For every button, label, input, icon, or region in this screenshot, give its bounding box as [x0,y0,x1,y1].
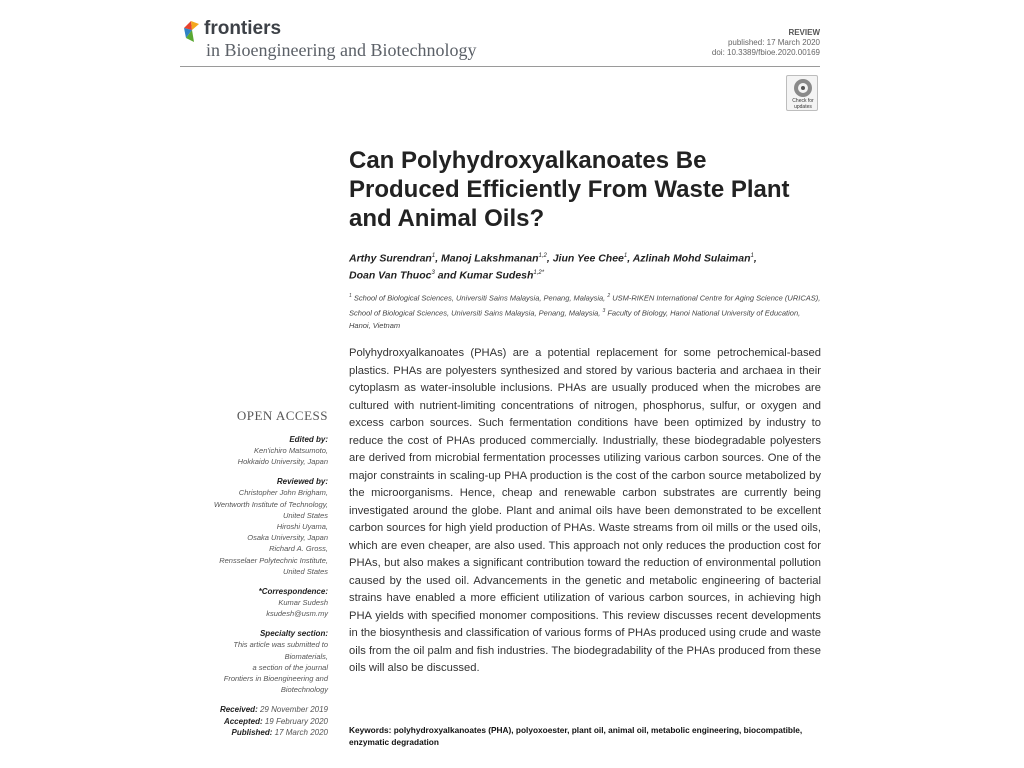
reviewer-line: Christopher John Brigham, [238,488,328,498]
reviewer-line: Osaka University, Japan [247,533,328,543]
editor-affiliation: Hokkaido University, Japan [237,457,328,467]
specialty-line: Biomaterials, [284,651,328,661]
affil-ref: 1 [431,253,436,259]
edited-by-section [180,434,328,467]
specialty-line: Biotechnology [280,685,328,695]
affil-ref: 1 [750,253,754,259]
reviewer-line: Rensselaer Polytechnic Institute, [219,555,328,565]
author-name[interactable]: Azlinah Mohd Sulaiman [632,252,751,265]
reviewer-line: Hiroshi Uyama, [276,522,328,532]
received-date: Received: 29 November 2019 [219,705,328,715]
published-date: published: 17 March 2020 [727,38,820,47]
section-heading: Reviewed by: [276,477,328,487]
article-dates [180,704,328,739]
affiliation-text: Faculty of Biology, Hanoi National University of Education, Hanoi, Vietnam [349,308,801,330]
article-meta [712,28,820,58]
keywords-label: Keywords: [349,725,392,735]
accepted-date: Accepted: 19 February 2020 [223,716,328,726]
article-type: REVIEW [788,28,820,37]
keywords-text: polyhydroxyalkanoates (PHA), polyoxoester, plant oil, animal oil, metabolic engineering, biocompatible, enzymatic degradation [349,725,803,747]
journal-name: in Bioengineering and Biotechnology [206,40,477,60]
reviewer-line: United States [282,510,328,520]
article-title: Can Polyhydroxyalkanoates Be Produced Efficiently From Waste Plant and Animal Oils? [349,147,790,232]
author-name[interactable]: Doan Van Thuoc [349,269,432,281]
affiliation-text: USM-RIKEN International Centre for Aging Science (URICAS), School of Biological Sciences, Universiti Sains Malaysia, Penang, Malaysia, [349,293,821,318]
abstract-text: Polyhydroxyalkanoates (PHAs) are a potential replacement for some petrochemical-based plastics. PHAs are polyesters synthesized and stored by various bacteria and archaea in their cytoplasm as water-insoluble inclusions. PHAs are usually produced when the microbes are cultured with nutrient-limiting concentrations of nitrogen, phosphorus, sulfur, or oxygen and excess carbon sources. Such fermentation conditions have been optimized by industry to reduce the cost of PHAs produced commercially. Industrially, these biodegradable polyesters are derived from microbial fermentation processes utilizing various carbon sources. One of the major constraints in scaling-up PHA production is the cost of the carbon source metabolized by the microorganisms. Hence, cheap and renewable carbon substrates are currently being investigated around the globe. Plant and animal oils have been demonstrated to be excellent carbon sources for high yield production of PHAs. Waste streams from oil mills or the used oils, which are even cheaper, are also used. This approach not only reduces the production cost for PHAs, but also makes a significant contribution toward the reduction of environmental pollution caused by the used oil. Advancements in the genetic and metabolic engineering of bacterial strains have enabled a more efficient utilization of various carbon sources, in achieving high PHA yields with specified monomer compositions. This review discusses recent developments in the biosynthesis and classification of various forms of PHAs produced using crude and waste oils from the oil palm and fish industries. The biodegradability of the PHAs produced from these oils will also be discussed. [349,347,821,674]
frontiers-logo-icon [180,18,202,44]
article-sidebar [180,408,328,739]
section-heading: Specialty section: [259,629,328,639]
affil-number: 1 [349,293,352,299]
author-list: Arthy Surendran$^1$, Manoj Lakshmanan$^{1,2}$, Jiun Yee Chee$^1$, Azlinah Mohd Sulaiman$^1$, Doan Van Thuoc$^3$ and Kumar Sudesh$^{1,2*}$ [349,252,757,281]
editor-name: Ken'ichiro Matsumoto, [254,446,328,455]
affil-ref: 1,2 [538,253,547,259]
affil-ref: 1 [623,253,628,259]
published-date-sidebar: Published: 17 March 2020 [231,728,328,738]
correspondent-email[interactable]: ksudesh@usm.my [266,609,328,619]
correspondence-section [180,586,328,619]
check-updates-line2: updates [794,104,812,110]
reviewed-by-section [180,476,328,577]
check-updates-icon [794,79,812,97]
frontiers-logo[interactable] [180,18,500,62]
affil-number: 2 [607,293,611,299]
affil-ref: 1,2* [533,269,545,276]
reviewer-line: United States [282,566,328,576]
section-heading: *Correspondence: [258,587,328,597]
keywords [349,724,821,748]
section-heading: Edited by: [289,435,328,444]
header-divider [180,66,820,67]
affiliations [349,290,821,333]
check-updates-line1: Check for [792,98,814,104]
author-name[interactable]: Arthy Surendran [349,252,432,265]
affil-number: 3 [602,308,606,314]
author-name[interactable]: Jiun Yee Chee [552,252,624,265]
reviewer-line: Richard A. Gross, [269,544,328,554]
affil-ref: 3 [431,269,435,276]
affiliation-text: School of Biological Sciences, Universiti Sains Malaysia, Penang, Malaysia, [351,293,608,303]
correspondent-name: Kumar Sudesh [278,598,328,608]
doi-link[interactable]: doi: 10.3389/fbioe.2020.00169 [711,48,820,57]
specialty-section [180,628,328,695]
author-name[interactable]: Manoj Lakshmanan [441,252,539,265]
specialty-line: This article was submitted to [233,640,328,650]
check-for-updates-button[interactable] [786,75,818,111]
author-conjunction: and [437,269,457,281]
reviewer-line: Wentworth Institute of Technology, [213,499,328,509]
author-name[interactable]: Kumar Sudesh [459,269,534,281]
specialty-line: a section of the journal [252,662,328,672]
brand-name: frontiers [204,18,282,39]
specialty-line: Frontiers in Bioengineering and [223,674,328,684]
open-access-label: OPEN ACCESS [236,408,328,423]
